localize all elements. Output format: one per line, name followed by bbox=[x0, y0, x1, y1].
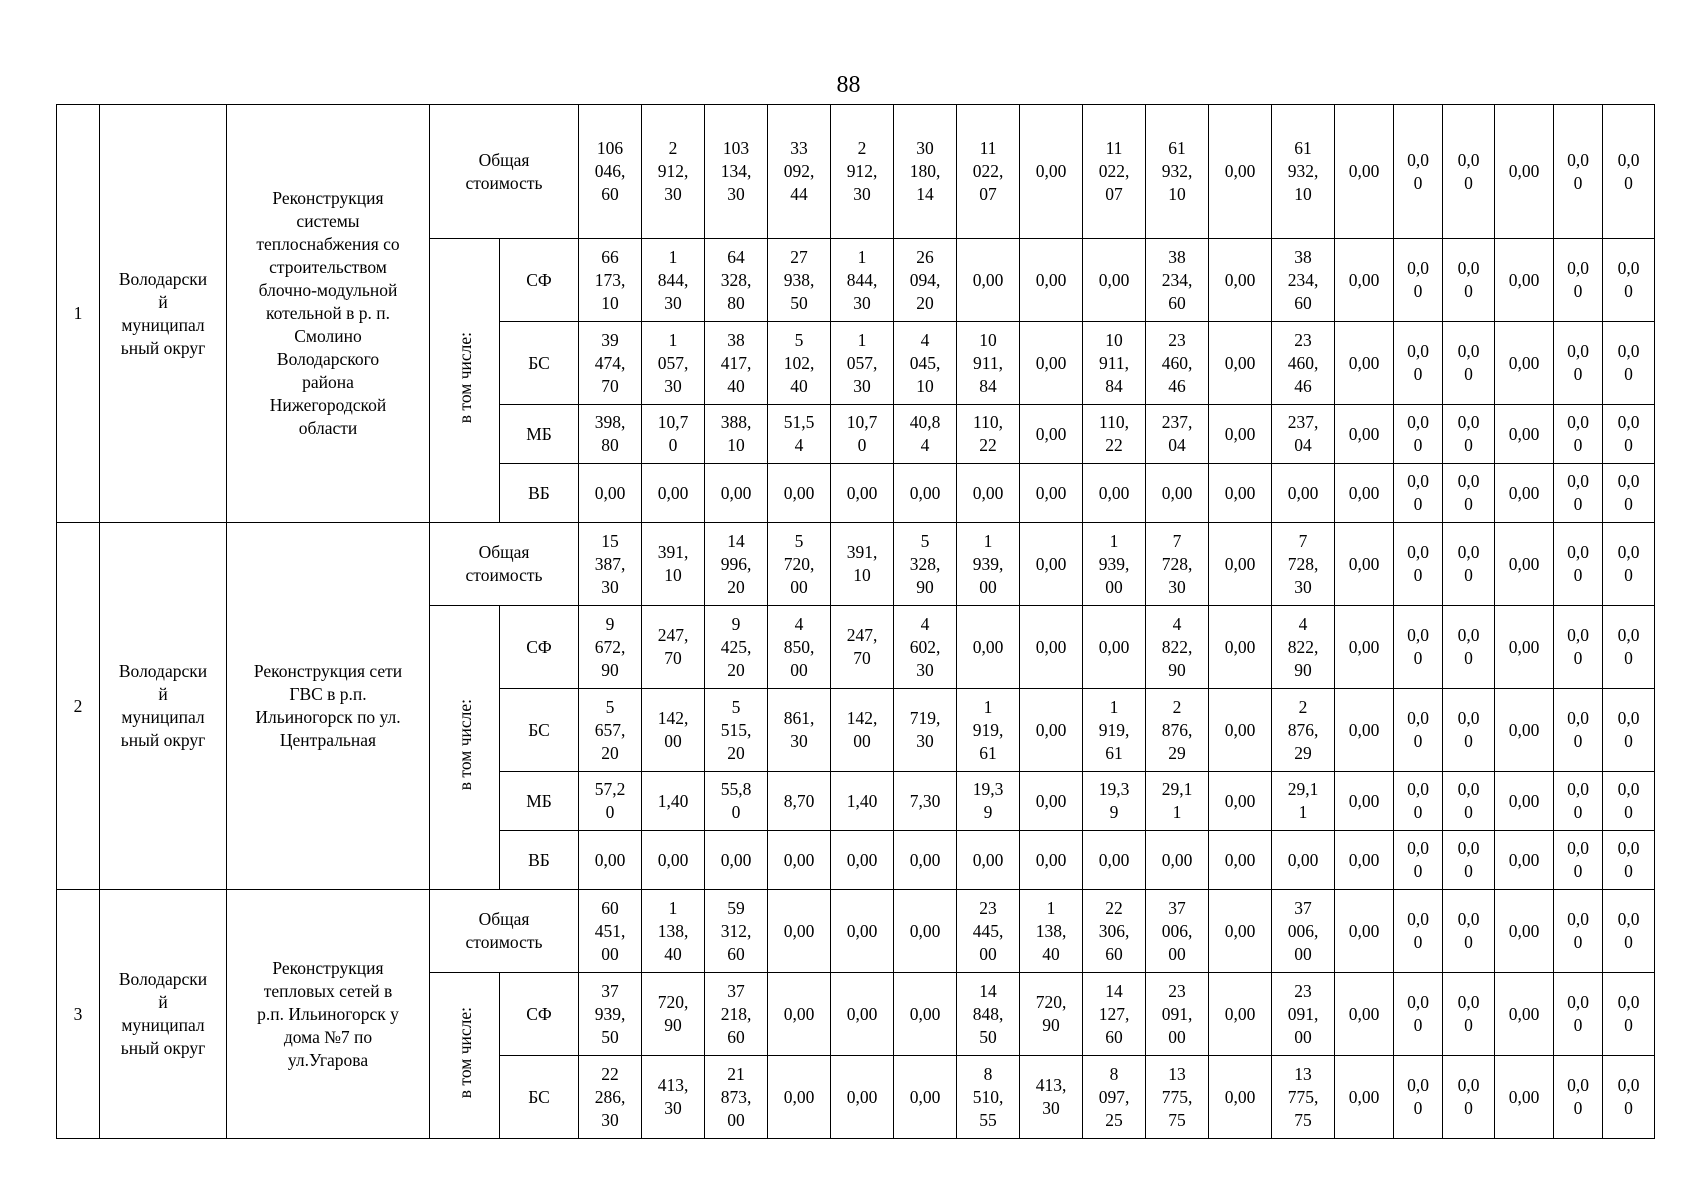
value-cell: 0,00 bbox=[831, 890, 894, 973]
value-cell: 0,00 bbox=[1495, 523, 1554, 606]
value-cell: 29,1 1 bbox=[1146, 772, 1209, 831]
value-cell: 0,00 bbox=[957, 464, 1020, 523]
value-cell: 19,3 9 bbox=[1083, 772, 1146, 831]
value-cell: 1 138, 40 bbox=[642, 890, 705, 973]
value-cell: 0,00 bbox=[1209, 606, 1272, 689]
value-cell: 0,0 0 bbox=[1603, 606, 1655, 689]
including-label: в том числе: bbox=[454, 331, 475, 424]
project-name: Реконструкция сети ГВС в р.п. Ильиногорск по ул. Центральная bbox=[227, 523, 430, 890]
value-cell: 0,0 0 bbox=[1603, 689, 1655, 772]
value-cell: 37 218, 60 bbox=[705, 973, 768, 1056]
value-cell: 38 234, 60 bbox=[1272, 239, 1335, 322]
project-name: Реконструкция тепловых сетей в р.п. Ильиногорск у дома №7 по ул.Угарова bbox=[227, 890, 430, 1139]
value-cell: 2 876, 29 bbox=[1146, 689, 1209, 772]
value-cell: 0,0 0 bbox=[1443, 973, 1495, 1056]
value-cell: 0,0 0 bbox=[1443, 322, 1495, 405]
value-cell: 0,00 bbox=[1272, 831, 1335, 890]
value-cell: 0,00 bbox=[1209, 322, 1272, 405]
value-cell: 0,00 bbox=[894, 1056, 957, 1139]
value-cell: 37 006, 00 bbox=[1272, 890, 1335, 973]
value-cell: 9 425, 20 bbox=[705, 606, 768, 689]
value-cell: 0,00 bbox=[1209, 831, 1272, 890]
value-cell: 0,00 bbox=[1083, 464, 1146, 523]
value-cell: 0,0 0 bbox=[1603, 464, 1655, 523]
value-cell: 0,00 bbox=[1020, 464, 1083, 523]
value-cell: 26 094, 20 bbox=[894, 239, 957, 322]
funding-source: СФ bbox=[500, 606, 579, 689]
value-cell: 0,00 bbox=[1495, 831, 1554, 890]
value-cell: 0,00 bbox=[1020, 239, 1083, 322]
value-cell: 0,00 bbox=[1495, 689, 1554, 772]
value-cell: 0,0 0 bbox=[1443, 606, 1495, 689]
value-cell: 0,0 0 bbox=[1554, 405, 1603, 464]
value-cell: 0,00 bbox=[1495, 772, 1554, 831]
table-row bbox=[57, 523, 1655, 606]
value-cell: 0,0 0 bbox=[1554, 239, 1603, 322]
value-cell: 60 451, 00 bbox=[579, 890, 642, 973]
value-cell: 8 510, 55 bbox=[957, 1056, 1020, 1139]
value-cell: 0,0 0 bbox=[1554, 772, 1603, 831]
value-cell: 30 180, 14 bbox=[894, 105, 957, 239]
value-cell: 0,0 0 bbox=[1394, 105, 1443, 239]
project-number: 1 bbox=[57, 105, 100, 523]
value-cell: 1 939, 00 bbox=[1083, 523, 1146, 606]
value-cell: 14 848, 50 bbox=[957, 973, 1020, 1056]
value-cell: 23 091, 00 bbox=[1146, 973, 1209, 1056]
value-cell: 0,0 0 bbox=[1394, 973, 1443, 1056]
value-cell: 40,8 4 bbox=[894, 405, 957, 464]
value-cell: 10 911, 84 bbox=[1083, 322, 1146, 405]
value-cell: 0,0 0 bbox=[1394, 831, 1443, 890]
value-cell: 0,00 bbox=[1020, 831, 1083, 890]
value-cell: 0,00 bbox=[1335, 772, 1394, 831]
value-cell: 237, 04 bbox=[1272, 405, 1335, 464]
funding-source: СФ bbox=[500, 973, 579, 1056]
municipality: Володарски й муниципал ьный округ bbox=[100, 105, 227, 523]
value-cell: 57,2 0 bbox=[579, 772, 642, 831]
value-cell: 10 911, 84 bbox=[957, 322, 1020, 405]
project-number: 2 bbox=[57, 523, 100, 890]
project-number: 3 bbox=[57, 890, 100, 1139]
value-cell: 2 912, 30 bbox=[831, 105, 894, 239]
value-cell: 0,00 bbox=[894, 831, 957, 890]
value-cell: 0,00 bbox=[1335, 606, 1394, 689]
value-cell: 391, 10 bbox=[831, 523, 894, 606]
value-cell: 33 092, 44 bbox=[768, 105, 831, 239]
page-number: 88 bbox=[836, 72, 861, 98]
value-cell: 10,7 0 bbox=[642, 405, 705, 464]
funding-source: СФ bbox=[500, 239, 579, 322]
value-cell: 0,00 bbox=[894, 890, 957, 973]
value-cell: 398, 80 bbox=[579, 405, 642, 464]
value-cell: 29,1 1 bbox=[1272, 772, 1335, 831]
value-cell: 0,00 bbox=[1495, 464, 1554, 523]
value-cell: 7 728, 30 bbox=[1146, 523, 1209, 606]
value-cell: 11 022, 07 bbox=[1083, 105, 1146, 239]
value-cell: 110, 22 bbox=[1083, 405, 1146, 464]
value-cell: 9 672, 90 bbox=[579, 606, 642, 689]
total-cost-label: Общая стоимость bbox=[430, 105, 579, 239]
value-cell: 0,00 bbox=[1083, 239, 1146, 322]
value-cell: 22 306, 60 bbox=[1083, 890, 1146, 973]
value-cell: 0,0 0 bbox=[1603, 772, 1655, 831]
value-cell: 0,0 0 bbox=[1443, 239, 1495, 322]
value-cell: 0,00 bbox=[1209, 890, 1272, 973]
value-cell: 19,3 9 bbox=[957, 772, 1020, 831]
value-cell: 4 822, 90 bbox=[1146, 606, 1209, 689]
value-cell: 0,0 0 bbox=[1394, 464, 1443, 523]
value-cell: 11 022, 07 bbox=[957, 105, 1020, 239]
value-cell: 1 939, 00 bbox=[957, 523, 1020, 606]
value-cell: 0,0 0 bbox=[1554, 322, 1603, 405]
value-cell: 0,00 bbox=[1335, 1056, 1394, 1139]
value-cell: 413, 30 bbox=[642, 1056, 705, 1139]
value-cell: 0,00 bbox=[831, 464, 894, 523]
value-cell: 0,0 0 bbox=[1554, 464, 1603, 523]
value-cell: 0,0 0 bbox=[1554, 606, 1603, 689]
value-cell: 0,0 0 bbox=[1603, 523, 1655, 606]
municipality: Володарски й муниципал ьный округ bbox=[100, 890, 227, 1139]
value-cell: 59 312, 60 bbox=[705, 890, 768, 973]
value-cell: 720, 90 bbox=[642, 973, 705, 1056]
value-cell: 0,00 bbox=[1335, 405, 1394, 464]
value-cell: 37 006, 00 bbox=[1146, 890, 1209, 973]
table-body bbox=[57, 105, 1655, 1139]
value-cell: 61 932, 10 bbox=[1146, 105, 1209, 239]
including-label: в том числе: bbox=[454, 1006, 475, 1099]
value-cell: 1 919, 61 bbox=[957, 689, 1020, 772]
value-cell: 0,00 bbox=[1335, 890, 1394, 973]
value-cell: 413, 30 bbox=[1020, 1056, 1083, 1139]
value-cell: 0,00 bbox=[1495, 105, 1554, 239]
value-cell: 1 057, 30 bbox=[642, 322, 705, 405]
value-cell: 1 057, 30 bbox=[831, 322, 894, 405]
value-cell: 0,00 bbox=[1209, 105, 1272, 239]
value-cell: 0,0 0 bbox=[1554, 523, 1603, 606]
value-cell: 0,00 bbox=[1209, 1056, 1272, 1139]
value-cell: 0,0 0 bbox=[1394, 689, 1443, 772]
value-cell: 0,00 bbox=[1083, 606, 1146, 689]
funding-source: ВБ bbox=[500, 464, 579, 523]
value-cell: 0,00 bbox=[1020, 405, 1083, 464]
value-cell: 0,00 bbox=[1335, 523, 1394, 606]
value-cell: 0,0 0 bbox=[1443, 105, 1495, 239]
value-cell: 4 602, 30 bbox=[894, 606, 957, 689]
value-cell: 27 938, 50 bbox=[768, 239, 831, 322]
value-cell: 0,00 bbox=[831, 831, 894, 890]
value-cell: 2 912, 30 bbox=[642, 105, 705, 239]
project-name: Реконструкция системы теплоснабжения со строительством блочно-модульной котельной в р. п. Смолино Володарского района Нижегородской области bbox=[227, 105, 430, 523]
value-cell: 142, 00 bbox=[642, 689, 705, 772]
value-cell: 0,0 0 bbox=[1443, 405, 1495, 464]
value-cell: 0,00 bbox=[1020, 105, 1083, 239]
value-cell: 5 328, 90 bbox=[894, 523, 957, 606]
value-cell: 22 286, 30 bbox=[579, 1056, 642, 1139]
value-cell: 0,0 0 bbox=[1443, 772, 1495, 831]
value-cell: 0,00 bbox=[894, 464, 957, 523]
value-cell: 0,00 bbox=[1020, 523, 1083, 606]
value-cell: 8,70 bbox=[768, 772, 831, 831]
value-cell: 237, 04 bbox=[1146, 405, 1209, 464]
value-cell: 39 474, 70 bbox=[579, 322, 642, 405]
funding-source: БС bbox=[500, 689, 579, 772]
value-cell: 61 932, 10 bbox=[1272, 105, 1335, 239]
budget-table bbox=[56, 104, 1655, 1139]
value-cell: 0,0 0 bbox=[1394, 1056, 1443, 1139]
value-cell: 0,0 0 bbox=[1394, 322, 1443, 405]
value-cell: 247, 70 bbox=[642, 606, 705, 689]
value-cell: 0,00 bbox=[1335, 464, 1394, 523]
value-cell: 23 460, 46 bbox=[1272, 322, 1335, 405]
value-cell: 0,0 0 bbox=[1603, 105, 1655, 239]
value-cell: 13 775, 75 bbox=[1272, 1056, 1335, 1139]
value-cell: 21 873, 00 bbox=[705, 1056, 768, 1139]
value-cell: 0,00 bbox=[1020, 606, 1083, 689]
value-cell: 0,00 bbox=[1209, 973, 1272, 1056]
value-cell: 0,0 0 bbox=[1394, 606, 1443, 689]
value-cell: 0,0 0 bbox=[1394, 890, 1443, 973]
value-cell: 0,0 0 bbox=[1603, 322, 1655, 405]
value-cell: 0,00 bbox=[1335, 689, 1394, 772]
value-cell: 4 850, 00 bbox=[768, 606, 831, 689]
funding-source: БС bbox=[500, 1056, 579, 1139]
value-cell: 0,00 bbox=[1495, 890, 1554, 973]
value-cell: 2 876, 29 bbox=[1272, 689, 1335, 772]
value-cell: 0,0 0 bbox=[1554, 1056, 1603, 1139]
value-cell: 0,00 bbox=[1209, 523, 1272, 606]
value-cell: 388, 10 bbox=[705, 405, 768, 464]
value-cell: 64 328, 80 bbox=[705, 239, 768, 322]
value-cell: 0,0 0 bbox=[1443, 689, 1495, 772]
value-cell: 0,0 0 bbox=[1443, 890, 1495, 973]
value-cell: 0,0 0 bbox=[1554, 973, 1603, 1056]
value-cell: 0,00 bbox=[1335, 322, 1394, 405]
value-cell: 0,0 0 bbox=[1603, 405, 1655, 464]
funding-source: МБ bbox=[500, 405, 579, 464]
value-cell: 13 775, 75 bbox=[1146, 1056, 1209, 1139]
value-cell: 247, 70 bbox=[831, 606, 894, 689]
value-cell: 0,00 bbox=[831, 973, 894, 1056]
value-cell: 0,00 bbox=[1146, 464, 1209, 523]
value-cell: 142, 00 bbox=[831, 689, 894, 772]
value-cell: 720, 90 bbox=[1020, 973, 1083, 1056]
value-cell: 0,0 0 bbox=[1394, 523, 1443, 606]
including-label: в том числе: bbox=[454, 698, 475, 791]
value-cell: 0,00 bbox=[957, 831, 1020, 890]
value-cell: 0,00 bbox=[1209, 405, 1272, 464]
value-cell: 0,00 bbox=[1209, 464, 1272, 523]
value-cell: 38 417, 40 bbox=[705, 322, 768, 405]
value-cell: 0,00 bbox=[894, 973, 957, 1056]
value-cell: 0,00 bbox=[705, 464, 768, 523]
total-cost-label: Общая стоимость bbox=[430, 890, 579, 973]
value-cell: 15 387, 30 bbox=[579, 523, 642, 606]
value-cell: 0,00 bbox=[1335, 105, 1394, 239]
value-cell: 0,0 0 bbox=[1603, 890, 1655, 973]
value-cell: 0,0 0 bbox=[1394, 772, 1443, 831]
value-cell: 51,5 4 bbox=[768, 405, 831, 464]
value-cell: 0,00 bbox=[642, 464, 705, 523]
value-cell: 0,00 bbox=[831, 1056, 894, 1139]
value-cell: 1 844, 30 bbox=[642, 239, 705, 322]
value-cell: 0,00 bbox=[1335, 973, 1394, 1056]
value-cell: 14 996, 20 bbox=[705, 523, 768, 606]
value-cell: 0,0 0 bbox=[1603, 973, 1655, 1056]
value-cell: 1 844, 30 bbox=[831, 239, 894, 322]
value-cell: 0,00 bbox=[1083, 831, 1146, 890]
value-cell: 5 720, 00 bbox=[768, 523, 831, 606]
value-cell: 0,00 bbox=[1272, 464, 1335, 523]
value-cell: 0,00 bbox=[1146, 831, 1209, 890]
value-cell: 0,00 bbox=[1020, 772, 1083, 831]
value-cell: 23 445, 00 bbox=[957, 890, 1020, 973]
value-cell: 0,0 0 bbox=[1443, 1056, 1495, 1139]
value-cell: 0,00 bbox=[768, 890, 831, 973]
value-cell: 1 138, 40 bbox=[1020, 890, 1083, 973]
value-cell: 0,00 bbox=[1495, 1056, 1554, 1139]
value-cell: 719, 30 bbox=[894, 689, 957, 772]
value-cell: 0,00 bbox=[1495, 405, 1554, 464]
value-cell: 0,0 0 bbox=[1554, 831, 1603, 890]
value-cell: 38 234, 60 bbox=[1146, 239, 1209, 322]
value-cell: 7 728, 30 bbox=[1272, 523, 1335, 606]
value-cell: 0,00 bbox=[1495, 973, 1554, 1056]
value-cell: 37 939, 50 bbox=[579, 973, 642, 1056]
value-cell: 0,00 bbox=[579, 831, 642, 890]
value-cell: 0,00 bbox=[1495, 606, 1554, 689]
value-cell: 0,00 bbox=[1020, 689, 1083, 772]
value-cell: 0,0 0 bbox=[1443, 464, 1495, 523]
funding-source: ВБ bbox=[500, 831, 579, 890]
value-cell: 0,00 bbox=[1335, 239, 1394, 322]
value-cell: 0,00 bbox=[768, 1056, 831, 1139]
value-cell: 5 102, 40 bbox=[768, 322, 831, 405]
municipality: Володарски й муниципал ьный округ bbox=[100, 523, 227, 890]
value-cell: 23 091, 00 bbox=[1272, 973, 1335, 1056]
value-cell: 4 045, 10 bbox=[894, 322, 957, 405]
value-cell: 1,40 bbox=[642, 772, 705, 831]
funding-source: МБ bbox=[500, 772, 579, 831]
total-cost-label: Общая стоимость bbox=[430, 523, 579, 606]
value-cell: 1 919, 61 bbox=[1083, 689, 1146, 772]
value-cell: 0,00 bbox=[957, 239, 1020, 322]
value-cell: 8 097, 25 bbox=[1083, 1056, 1146, 1139]
value-cell: 106 046, 60 bbox=[579, 105, 642, 239]
value-cell: 0,00 bbox=[1209, 239, 1272, 322]
value-cell: 0,00 bbox=[642, 831, 705, 890]
value-cell: 103 134, 30 bbox=[705, 105, 768, 239]
value-cell: 0,00 bbox=[768, 464, 831, 523]
value-cell: 0,0 0 bbox=[1443, 523, 1495, 606]
value-cell: 5 515, 20 bbox=[705, 689, 768, 772]
value-cell: 7,30 bbox=[894, 772, 957, 831]
value-cell: 5 657, 20 bbox=[579, 689, 642, 772]
value-cell: 0,0 0 bbox=[1603, 1056, 1655, 1139]
value-cell: 0,00 bbox=[579, 464, 642, 523]
value-cell: 0,0 0 bbox=[1554, 689, 1603, 772]
value-cell: 0,0 0 bbox=[1443, 831, 1495, 890]
value-cell: 0,00 bbox=[1209, 772, 1272, 831]
value-cell: 55,8 0 bbox=[705, 772, 768, 831]
value-cell: 0,00 bbox=[1495, 239, 1554, 322]
value-cell: 861, 30 bbox=[768, 689, 831, 772]
value-cell: 10,7 0 bbox=[831, 405, 894, 464]
value-cell: 23 460, 46 bbox=[1146, 322, 1209, 405]
value-cell: 0,0 0 bbox=[1603, 831, 1655, 890]
value-cell: 0,00 bbox=[1335, 831, 1394, 890]
value-cell: 0,00 bbox=[705, 831, 768, 890]
value-cell: 110, 22 bbox=[957, 405, 1020, 464]
including-label-cell bbox=[430, 606, 500, 890]
including-label-cell bbox=[430, 239, 500, 523]
value-cell: 0,0 0 bbox=[1603, 239, 1655, 322]
value-cell: 391, 10 bbox=[642, 523, 705, 606]
value-cell: 0,0 0 bbox=[1394, 239, 1443, 322]
value-cell: 0,00 bbox=[957, 606, 1020, 689]
value-cell: 14 127, 60 bbox=[1083, 973, 1146, 1056]
table-row bbox=[57, 105, 1655, 239]
value-cell: 1,40 bbox=[831, 772, 894, 831]
value-cell: 0,00 bbox=[768, 973, 831, 1056]
value-cell: 0,0 0 bbox=[1554, 105, 1603, 239]
value-cell: 0,0 0 bbox=[1394, 405, 1443, 464]
funding-source: БС bbox=[500, 322, 579, 405]
value-cell: 66 173, 10 bbox=[579, 239, 642, 322]
value-cell: 0,00 bbox=[768, 831, 831, 890]
value-cell: 0,00 bbox=[1495, 322, 1554, 405]
table-row bbox=[57, 890, 1655, 973]
value-cell: 0,00 bbox=[1020, 322, 1083, 405]
value-cell: 0,00 bbox=[1209, 689, 1272, 772]
value-cell: 0,0 0 bbox=[1554, 890, 1603, 973]
including-label-cell bbox=[430, 973, 500, 1139]
value-cell: 4 822, 90 bbox=[1272, 606, 1335, 689]
